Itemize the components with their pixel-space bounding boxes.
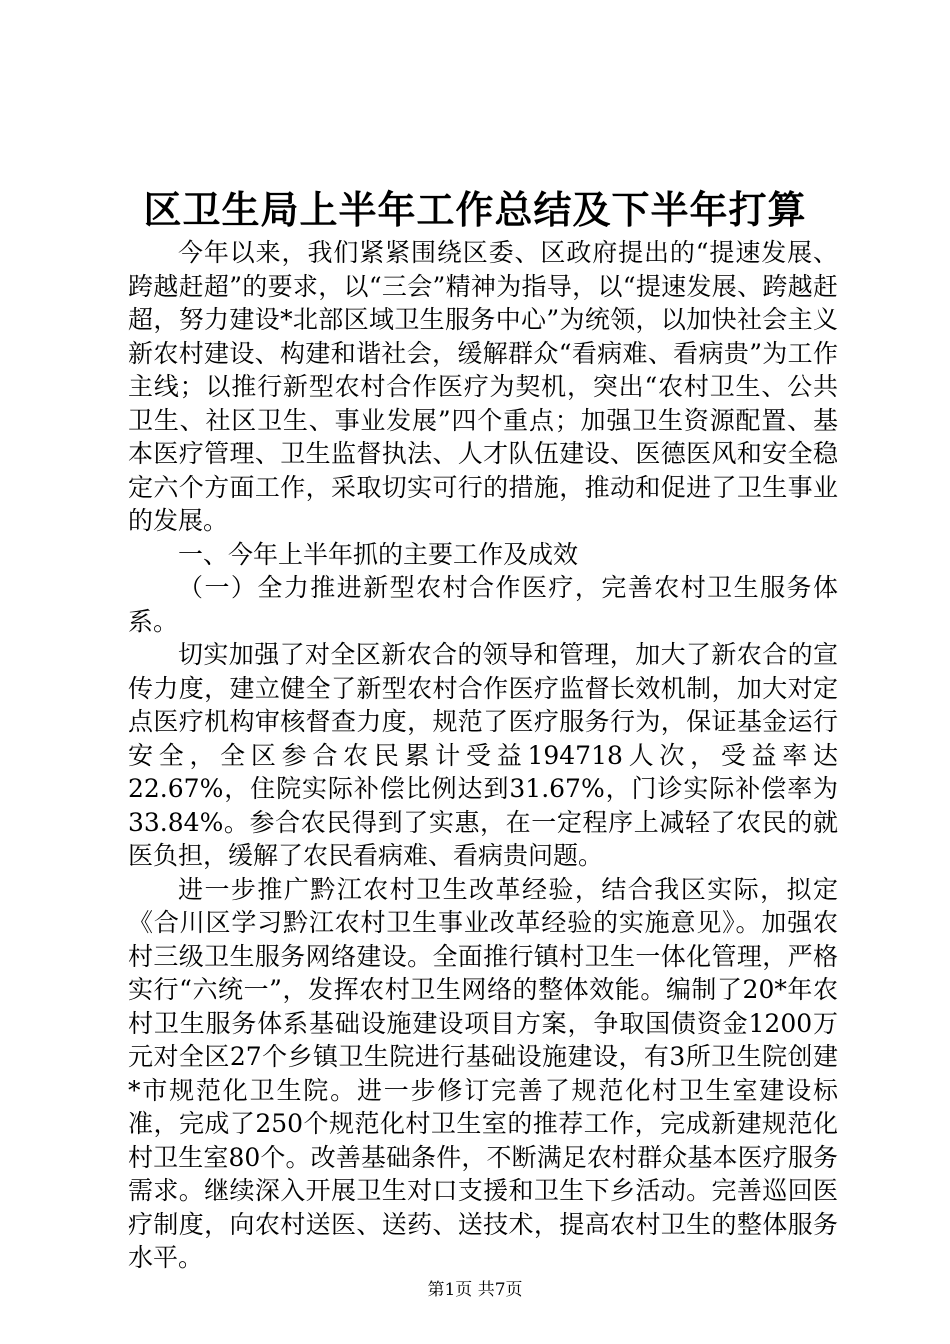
page-footer: 第1页 共7页 <box>427 1280 523 1300</box>
paragraph-rural-health-reform: 进一步推广黔江农村卫生改革经验，结合我区实际，拟定《合川区学习黔江农村卫生事业改革经验的实施意见》。加强农村三级卫生服务网络建设。全面推行镇村卫生一体化管理，严格实行“六统一”，发挥农村卫生网络的整体效能。编制了20*年农村卫生服务体系基础设施建设项目方案，争取国债资金1200万元对全区27个乡镇卫生院进行基础设施建设，有3所卫生院创建*市规范化卫生院。进一步修订完善了规范化村卫生室建设标准，完成了250个规范化村卫生室的推荐工作，完成新建规范化村卫生室80个。改善基础条件，不断满足农村群众基本医疗服务需求。继续深入开展卫生对口支援和卫生下乡活动。完善巡回医疗制度，向农村送医、送药、送技术，提高农村卫生的整体服务水平。 <box>128 874 838 1272</box>
document-body <box>128 236 838 1275</box>
paragraph-intro: 今年以来，我们紧紧围绕区委、区政府提出的“提速发展、跨越赶超”的要求，以“三会”精神为指导，以“提速发展、跨越赶超，努力建设*北部区域卫生服务中心”为统领，以加快社会主义新农村建设、构建和谐社会，缓解群众“看病难、看病贵”为工作主线；以推行新型农村合作医疗为契机，突出“农村卫生、公共卫生、社区卫生、事业发展”四个重点；加强卫生资源配置、基本医疗管理、卫生监督执法、人才队伍建设、医德医风和安全稳定六个方面工作，采取切实可行的措施，推动和促进了卫生事业的发展。 <box>128 238 838 535</box>
document-title: 区卫生局上半年工作总结及下半年打算 <box>143 187 807 232</box>
subsection-heading: （一）全力推进新型农村合作医疗，完善农村卫生服务体系。 <box>128 573 838 636</box>
paragraph-cooperative-medical: 切实加强了对全区新农合的领导和管理，加大了新农合的宣传力度，建立健全了新型农村合作医疗监督长效机制，加大对定点医疗机构审核督查力度，规范了医疗服务行为，保证基金运行安全，全区参合农民累计受益194718人次，受益率达22.67%，住院实际补偿比例达到31.67%，门诊实际补偿率为33.84%。参合农民得到了实惠，在一定程序上减轻了农民的就医负担，缓解了农民看病难、看病贵问题。 <box>128 640 838 870</box>
section-heading: 一、今年上半年抓的主要工作及成效 <box>178 539 579 569</box>
